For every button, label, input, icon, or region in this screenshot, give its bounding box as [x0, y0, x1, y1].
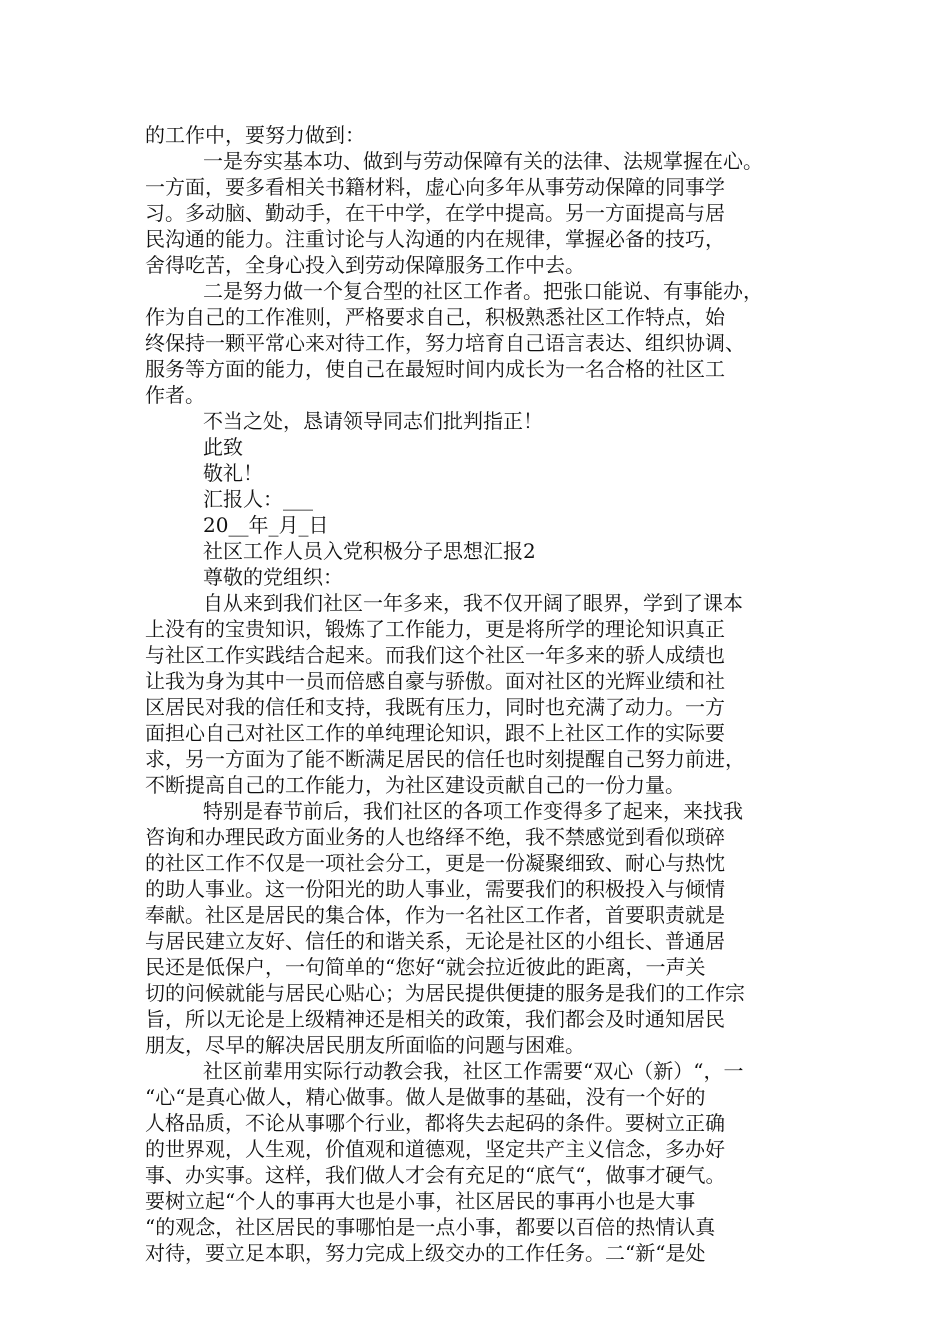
text-line: 与居民建立友好、信任的和谐关系，无论是社区的小组长、普通居 [145, 929, 725, 953]
text-line: 不当之处，恳请领导同志们批判指正！ [203, 409, 543, 433]
text-line: 区居民对我的信任和支持，我既有压力，同时也充满了动力。一方 [145, 695, 725, 719]
text-line: 不断提高自己的工作能力，为社区建设贡献自己的一份力量。 [145, 773, 685, 797]
text-line: 特别是春节前后，我们社区的各项工作变得多了起来，来找我 [203, 799, 743, 823]
text-line: 让我为身为其中一员而倍感自豪与骄傲。面对社区的光辉业绩和社 [145, 669, 725, 693]
text-line: 20__年_月_日 [203, 513, 329, 537]
document-page [145, 122, 825, 1266]
text-line: 作者。 [145, 383, 205, 407]
text-line: 的助人事业。这一份阳光的助人事业，需要我们的积极投入与倾情 [145, 877, 725, 901]
text-line: 尊敬的党组织： [203, 565, 343, 589]
text-line: 奉献。社区是居民的集合体，作为一名社区工作者，首要职责就是 [145, 903, 725, 927]
text-line: 一方面，要多看相关书籍材料，虚心向多年从事劳动保障的同事学 [145, 175, 725, 199]
text-line: 自从来到我们社区一年多来，我不仅开阔了眼界，学到了课本 [203, 591, 743, 615]
paragraph [145, 486, 825, 512]
text-line: 求，另一方面为了能不断满足居民的信任也时刻提醒自己努力前进， [145, 747, 745, 771]
paragraph [145, 148, 825, 278]
paragraph [145, 1058, 825, 1266]
text-line: 汇报人：___ [203, 487, 313, 511]
text-line: 切的问候就能与居民心贴心；为居民提供便捷的服务是我们的工作宗 [145, 981, 745, 1005]
paragraph [145, 564, 825, 590]
paragraph [145, 512, 825, 538]
text-line: 人格品质，不论从事哪个行业，都将失去起码的条件。要树立正确 [145, 1111, 725, 1135]
text-line: 面担心自己对社区工作的单纯理论知识，跟不上社区工作的实际要 [145, 721, 725, 745]
text-line: “心“是真心做人，精心做事。做人是做事的基础，没有一个好的 [145, 1085, 706, 1109]
paragraph [145, 460, 825, 486]
paragraph [145, 408, 825, 434]
text-line: 二是努力做一个复合型的社区工作者。把张口能说、有事能办， [203, 279, 763, 303]
text-line: 一是夯实基本功、做到与劳动保障有关的法律、法规掌握在心。 [203, 149, 763, 173]
text-line: 民还是低保户，一句简单的“您好“就会拉近彼此的距离，一声关 [145, 955, 706, 979]
text-line: 的工作中，要努力做到： [145, 123, 365, 147]
text-line: 的社区工作不仅是一项社会分工，更是一份凝聚细致、耐心与热忱 [145, 851, 725, 875]
text-line: 朋友，尽早的解决居民朋友所面临的问题与困难。 [145, 1033, 585, 1057]
paragraph [145, 590, 825, 798]
paragraph [145, 434, 825, 460]
text-line: 咨询和办理民政方面业务的人也络绎不绝，我不禁感觉到看似琐碎 [145, 825, 725, 849]
text-line: 作为自己的工作准则，严格要求自己，积极熟悉社区工作特点，始 [145, 305, 725, 329]
text-line: 民沟通的能力。注重讨论与人沟通的内在规律，掌握必备的技巧， [145, 227, 725, 251]
paragraph [145, 798, 825, 1058]
text-line: 舍得吃苦，全身心投入到劳动保障服务工作中去。 [145, 253, 585, 277]
text-line: 服务等方面的能力，使自己在最短时间内成长为一名合格的社区工 [145, 357, 725, 381]
text-line: 此致 [203, 435, 243, 459]
text-line: 敬礼！ [203, 461, 263, 485]
text-line: “的观念，社区居民的事哪怕是一点小事，都要以百倍的热情认真 [145, 1215, 716, 1239]
text-line: 对待，要立足本职，努力完成上级交办的工作任务。二“新“是处 [145, 1241, 706, 1265]
text-line: 要树立起“个人的事再大也是小事，社区居民的事再小也是大事 [145, 1189, 696, 1213]
text-line: 事、办实事。这样，我们做人才会有充足的“底气“，做事才硬气。 [145, 1163, 726, 1187]
text-line: 与社区工作实践结合起来。而我们这个社区一年多来的骄人成绩也 [145, 643, 725, 667]
text-line: 社区工作人员入党积极分子思想汇报2 [203, 539, 536, 563]
text-line: 社区前辈用实际行动教会我，社区工作需要“双心（新）“，一 [203, 1059, 744, 1083]
paragraph [145, 538, 825, 564]
paragraph [145, 278, 825, 408]
paragraph [145, 122, 825, 148]
text-line: 的世界观，人生观，价值观和道德观，坚定共产主义信念，多办好 [145, 1137, 725, 1161]
text-line: 旨，所以无论是上级精神还是相关的政策，我们都会及时通知居民 [145, 1007, 725, 1031]
text-line: 终保持一颗平常心来对待工作，努力培育自己语言表达、组织协调、 [145, 331, 745, 355]
text-line: 上没有的宝贵知识，锻炼了工作能力，更是将所学的理论知识真正 [145, 617, 725, 641]
text-line: 习。多动脑、勤动手，在干中学，在学中提高。另一方面提高与居 [145, 201, 725, 225]
